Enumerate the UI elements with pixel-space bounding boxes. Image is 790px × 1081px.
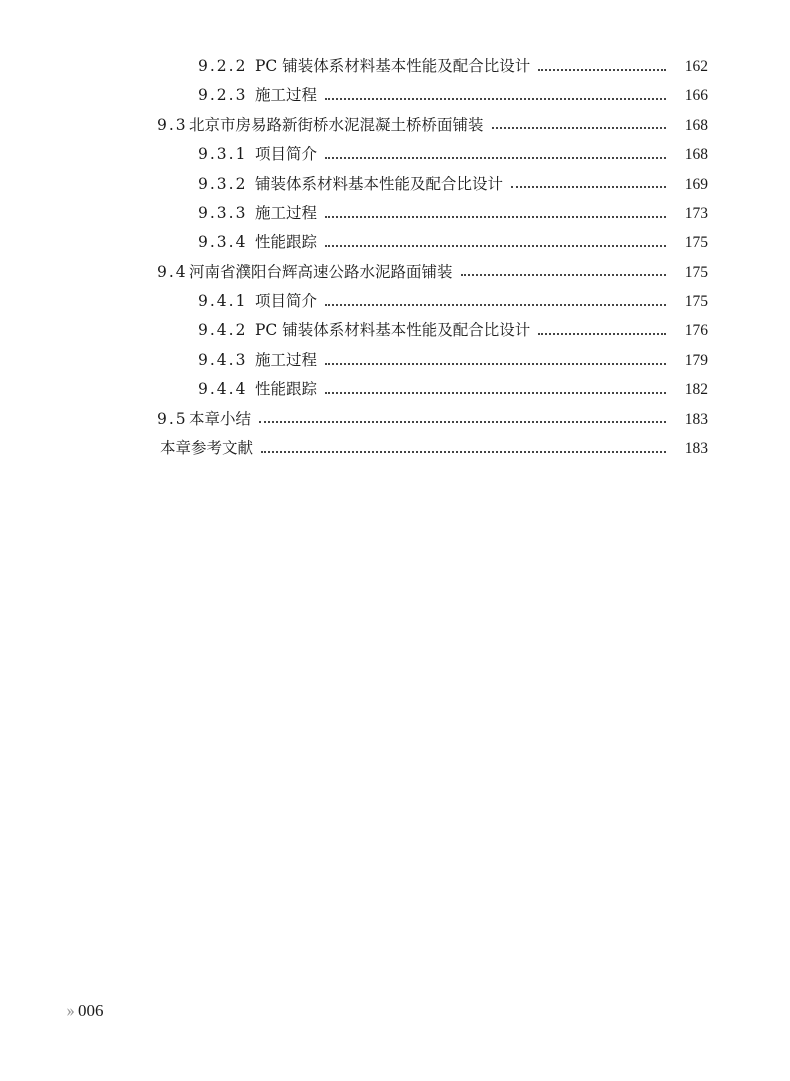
- page-number: 006: [78, 1000, 104, 1020]
- toc-entry[interactable]: [0, 375, 790, 404]
- toc-entry-page: 162: [684, 57, 708, 75]
- toc-entry-number: 9.3: [157, 115, 188, 134]
- dot-leader: [538, 333, 666, 335]
- toc-entry[interactable]: [0, 52, 790, 81]
- dot-leader: [261, 451, 666, 453]
- toc-entry-title: 北京市房易路新街桥水泥混凝土桥桥面铺装: [189, 115, 484, 134]
- toc-entry[interactable]: [0, 170, 790, 199]
- table-of-contents: [0, 52, 790, 463]
- toc-entry[interactable]: [0, 199, 790, 228]
- page-footer: [66, 1000, 104, 1021]
- toc-entry-title: 项目简介: [255, 145, 318, 164]
- toc-entry-page: 175: [684, 293, 708, 311]
- dot-leader: [538, 69, 666, 71]
- toc-entry-page: 175: [684, 234, 708, 252]
- dot-leader: [511, 186, 666, 188]
- toc-entry-title: 铺装体系材料基本性能及配合比设计: [255, 174, 504, 193]
- toc-entry-title: 性能跟踪: [255, 380, 318, 399]
- toc-entry-page: 173: [684, 204, 708, 222]
- toc-entry-number: 9.3.2: [198, 174, 248, 193]
- toc-entry-page: 166: [684, 87, 708, 105]
- toc-entry-title: 本章小结: [189, 409, 252, 428]
- toc-entry-page: 183: [684, 410, 708, 428]
- toc-entry-title: 本章参考文献: [160, 439, 254, 458]
- toc-entry[interactable]: [0, 405, 790, 434]
- dot-leader: [325, 216, 666, 218]
- toc-entry-title: 施工过程: [255, 350, 318, 369]
- toc-entry-page: 168: [684, 116, 708, 134]
- dot-leader: [325, 304, 666, 306]
- toc-entry[interactable]: [0, 287, 790, 316]
- double-chevron-right-icon: ››: [66, 1000, 72, 1020]
- toc-entry-number: 9.4: [157, 262, 188, 281]
- toc-entry-number: 9.2.3: [198, 86, 248, 105]
- toc-entry-number: 9.4.1: [198, 292, 248, 311]
- toc-entry[interactable]: [0, 140, 790, 169]
- toc-entry-title: PC 铺装体系材料基本性能及配合比设计: [255, 56, 531, 75]
- dot-leader: [259, 421, 666, 423]
- toc-entry-page: 169: [684, 175, 708, 193]
- toc-entry-number: 9.5: [157, 409, 188, 428]
- dot-leader: [461, 274, 666, 276]
- dot-leader: [325, 157, 666, 159]
- toc-entry-page: 175: [684, 263, 708, 281]
- toc-entry-number: 9.4.4: [198, 380, 248, 399]
- toc-entry-page: 176: [684, 322, 708, 340]
- toc-entry-title: 施工过程: [255, 203, 318, 222]
- toc-entry-title: 项目简介: [255, 292, 318, 311]
- toc-entry[interactable]: [0, 228, 790, 257]
- toc-entry-title: 性能跟踪: [255, 233, 318, 252]
- toc-entry[interactable]: [0, 111, 790, 140]
- toc-entry-title: 河南省濮阳台辉高速公路水泥路面铺装: [189, 262, 453, 281]
- dot-leader: [492, 127, 666, 129]
- toc-entry-number: 9.3.1: [198, 145, 248, 164]
- toc-entry-title: PC 铺装体系材料基本性能及配合比设计: [255, 321, 531, 340]
- toc-entry[interactable]: [0, 434, 790, 463]
- dot-leader: [325, 363, 666, 365]
- toc-entry[interactable]: [0, 258, 790, 287]
- toc-entry[interactable]: [0, 81, 790, 110]
- dot-leader: [325, 245, 666, 247]
- toc-entry-number: 9.3.3: [198, 203, 248, 222]
- dot-leader: [325, 392, 666, 394]
- toc-entry-page: 168: [684, 146, 708, 164]
- toc-entry-number: 9.4.3: [198, 350, 248, 369]
- toc-entry[interactable]: [0, 346, 790, 375]
- toc-entry-number: 9.3.4: [198, 233, 248, 252]
- toc-entry[interactable]: [0, 317, 790, 346]
- dot-leader: [325, 98, 666, 100]
- toc-entry-page: 182: [684, 381, 708, 399]
- toc-entry-title: 施工过程: [255, 86, 318, 105]
- toc-entry-page: 183: [684, 440, 708, 458]
- toc-entry-number: 9.4.2: [198, 321, 248, 340]
- toc-entry-number: 9.2.2: [198, 56, 248, 75]
- toc-entry-page: 179: [684, 351, 708, 369]
